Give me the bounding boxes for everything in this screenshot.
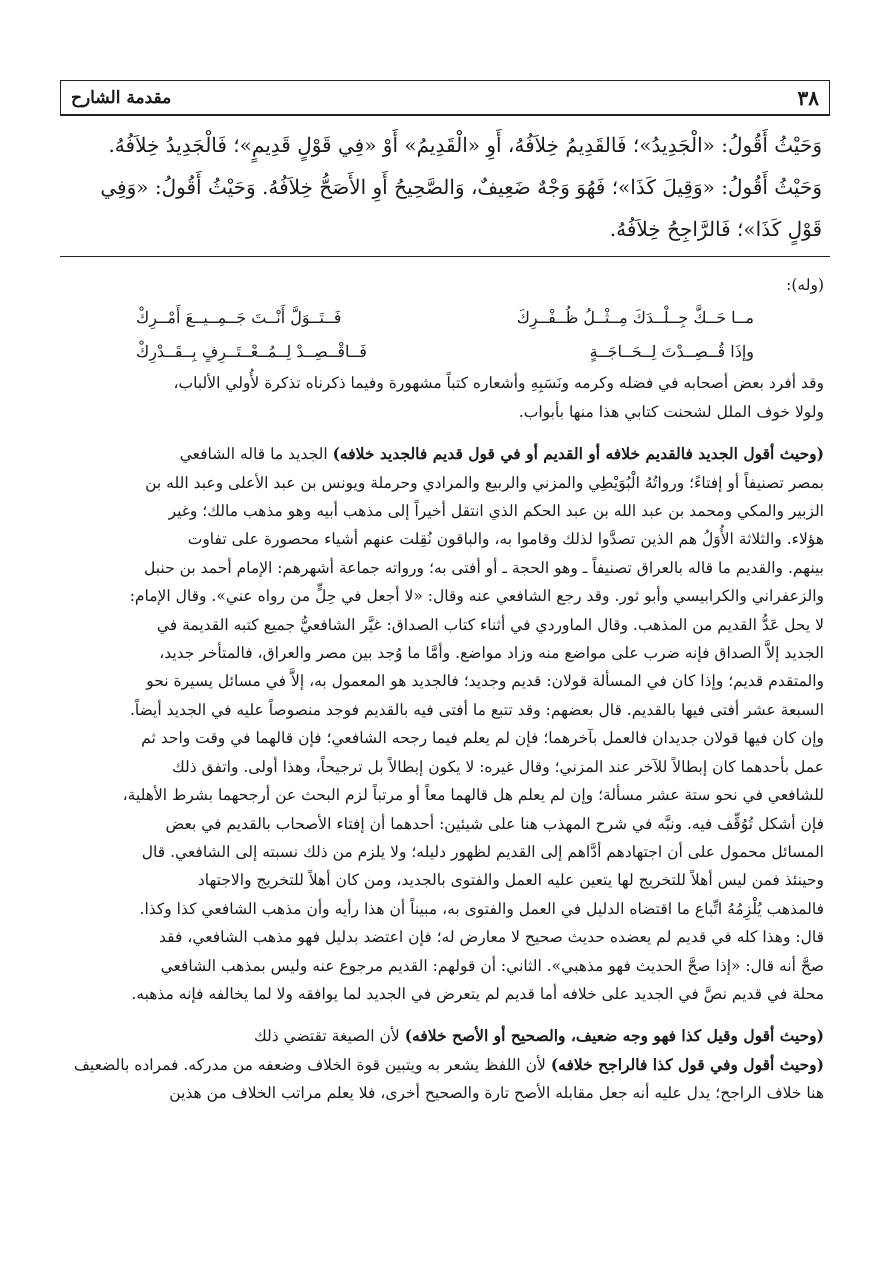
matn-quote: (وحيث أقول الجديد فالقديم خلافه أو القديم أو في قول قديم فالجديد خلافه) [332, 444, 824, 464]
text-line: وحينئذ فمن ليس أهلاً للتخريج لها يتعين عليه العمل والفتوى بالجديد، ومن كان أهلاً للتخريج والاجتهاد [197, 871, 824, 890]
running-title: مقدمة الشارح [71, 87, 172, 108]
text-line: وقد أفرد بعض أصحابه في فضله وكرمه ونَسَبِهِ وأشعاره كتباً مشهورة وفيما ذكرناه تذكرة لأُولي الألباب، [173, 374, 824, 393]
text-line: الجديد إلاَّ الصداق فإنه ضرب على مواضع منه وزاد مواضع. وأمَّا ما وُجد بين مصر والعراق، فالمتأخر جديد، [159, 644, 824, 663]
matn-quote: (وحيث أقول وقيل كذا فهو وجه ضعيف، والصحيح أو الأصح خلافه) [404, 1026, 824, 1046]
text-line: بمصر تصنيفاً أو إفتاءً؛ ورواتُهُ الْبُوَيْطِي والمزني والربيع والمرادي وحرملة ويونس بن عبد الأعلى وعبد الله بن [145, 473, 824, 492]
page-header [60, 80, 830, 116]
commentary [66, 271, 824, 1108]
page-number: ٣٨ [797, 85, 819, 110]
text-line: لا يحل عَدُّ القديم من المذهب. وقال الماوردي في أثناء كتاب الصداق: غيَّر الشافعيُّ جميع كتبه القديمة في [156, 615, 824, 634]
verse-line [136, 301, 754, 335]
text-line: والزعفراني والكرابيسي وأبو ثور. وقد رجع الشافعي عنه وقال: «لا أجعل في حِلٍّ من رواه عني». وقال الإمام: [129, 587, 824, 606]
text-line: الزبير والمكي ومحمد بن عبد الله بن عبد الحكم الذي انتقل أخيراً إلى مذهب أبيه وهو مذهب مالك؛ وغير [168, 502, 824, 521]
text-line: هؤلاء. والثلاثة الأُوَلُ هم الذين تصدَّوا لذلك وقاموا به، والباقون نُقِلت عنهم أشياء محصورة على تفاوت [187, 530, 824, 549]
text-line: السبعة عشر أفتى فيها بالقديم. قال بعضهم: وقد تتبع ما أفتى فيه بالقديم فوجد منصوصاً عليه في الجديد أيضاً. [129, 700, 824, 719]
text-line: صحَّ أنه قال: «إذا صحَّ الحديث فهو مذهبي». الثاني: أن قولهم: القديم مرجوع عنه وليس بمذهب الشافعي [160, 956, 824, 975]
text-line: (وحيث أقول الجديد فالقديم خلافه أو القديم أو في قول قديم فالجديد خلافه) الجديد ما قاله الشافعي [179, 444, 824, 464]
matn-line: وَحَيْثُ أَقُولُ: «الْجَدِيدُ»؛ فَالقَدِيمُ خِلاَفُهُ، أَوِ «الْقَدِيمُ» أَوْ «فِي قَوْلٍ قَدِيمٍ»؛ فَالْجَدِيدُ خِلاَفُهُ. [108, 133, 822, 157]
paragraph-weak-view [66, 1022, 824, 1107]
page [60, 80, 830, 1108]
text-line: بينهم. والقديم ما قاله بالعراق تصنيفاً ـ وهو الحجة ـ أو أفتى به؛ ورواته جماعة أشهرهم: الإمام أحمد بن حنبل [144, 558, 824, 577]
text-line: قال: وهذا كله في قديم لم يعضده حديث صحيح لا معارض له؛ فإن اعتضد بدليل فهو مذهب الشافعي، فقد [159, 928, 824, 947]
text-line: المسائل محمول على أن اجتهادهم أدَّاهم إلى القديم لظهور دليله؛ ولا يلزم من ذلك نسبته إلى الشافعي. قال [141, 842, 824, 861]
text-line: والمتقدم قديم؛ وإذا كان في المسألة قولان: قديم وجديد؛ فالجديد هو المعمول به، إلاَّ في مسائل يسيرة نحو [146, 672, 824, 691]
matn-line: وَحَيْثُ أَقُولُ: «وَقِيلَ كَذَا»؛ فَهُوَ وَجْهٌ ضَعِيفٌ، وَالصَّحِيحُ أَوِ الأَصَحُّ خِلاَفُهُ. وَحَيْثُ أَقُولُ: «وَفِي [100, 175, 822, 199]
verse-line [136, 335, 754, 369]
text-line: (وحيث أقول وفي قول كذا فالراجح خلافه) لأن اللفظ يشعر به ويتبين قوة الخلاف وضعفه من مدركه. فمراده بالضعيف [73, 1054, 824, 1074]
verse-first-hemistich: وإذَا قُــصِــدْتَ لِــحَــاجَــةٍ [589, 342, 754, 362]
text-line: وإن كان فيها قولان جديدان فالعمل بآخرهما؛ فإن لم يعلم فيما رجحه الشافعي؛ فإن قالهما في وقت واحد ثم [141, 729, 824, 748]
verse-second-hemistich: فَــتَــوَلَّ أَنْــتَ جَــمِــيــعَ أَمْــرِكْ [136, 308, 342, 328]
text-line: محلة في قديم نصَّ في الجديد على خلافه أما قديم لم يتعرض في الجديد لما يوافقه ولا لما يخالفه فإنه مذهبه. [131, 984, 824, 1003]
separator-rule [60, 256, 830, 257]
matn-text [68, 124, 822, 252]
text-line: فإن أشكل تُوُقِّف فيه. ونبَّه في شرح المهذب هنا على شيئين: أحدهما أن إفتاء الأصحاب بالقديم في بعض [165, 814, 824, 833]
matn-line: قَوْلٍ كَذَا»؛ فَالرَّاجِحُ خِلاَفُهُ. [609, 217, 822, 241]
verse-second-hemistich: فَــاقْــصِــدْ لِــمُــعْــتَــرِفٍ بِــقَــدْرِكْ [136, 342, 367, 362]
verse-first-hemistich: مــا حَــكَّ جِــلْــدَكَ مِــثْــلُ ظُــفْــرِكَ [516, 308, 754, 328]
text-line: للشافعي في نحو ستة عشر مسألة؛ وإن لم يعلم هل قالهما معاً أو مرتباً لزم البحث عن أرجحهما بشرط الأهلية، [122, 786, 824, 805]
text-line: عمل بأحدهما كان إبطالاً للآخر عند المزني؛ وقال غيره: لا يكون إبطالاً بل ترجيحاً، وهذا أولى. واتفق ذلك [171, 757, 824, 776]
text-line: فالمذهب يُلْزِمُهُ اتِّباع ما اقتضاه الدليل في العمل والفتوى به، مبيناً أن هذا رأيه وأن مذهب الشافعي كذا وكذا. [139, 899, 824, 918]
text-line: هنا خلاف الراجح؛ يدل عليه أنه جعل مقابله الأصح تارة والصحيح أخرى، فلا يعلم مراتب الخلاف من هذين [169, 1084, 824, 1103]
paragraph-new-old [66, 440, 824, 1008]
poem-intro: (وله): [786, 276, 824, 294]
matn-quote: (وحيث أقول وفي قول كذا فالراجح خلافه) [550, 1054, 824, 1074]
poem [136, 301, 754, 369]
text-line: ولولا خوف الملل لشحنت كتابي هذا منها بأبواب. [518, 402, 824, 421]
text-line: (وحيث أقول وقيل كذا فهو وجه ضعيف، والصحيح أو الأصح خلافه) لأن الصيغة تقتضي ذلك [253, 1026, 824, 1046]
